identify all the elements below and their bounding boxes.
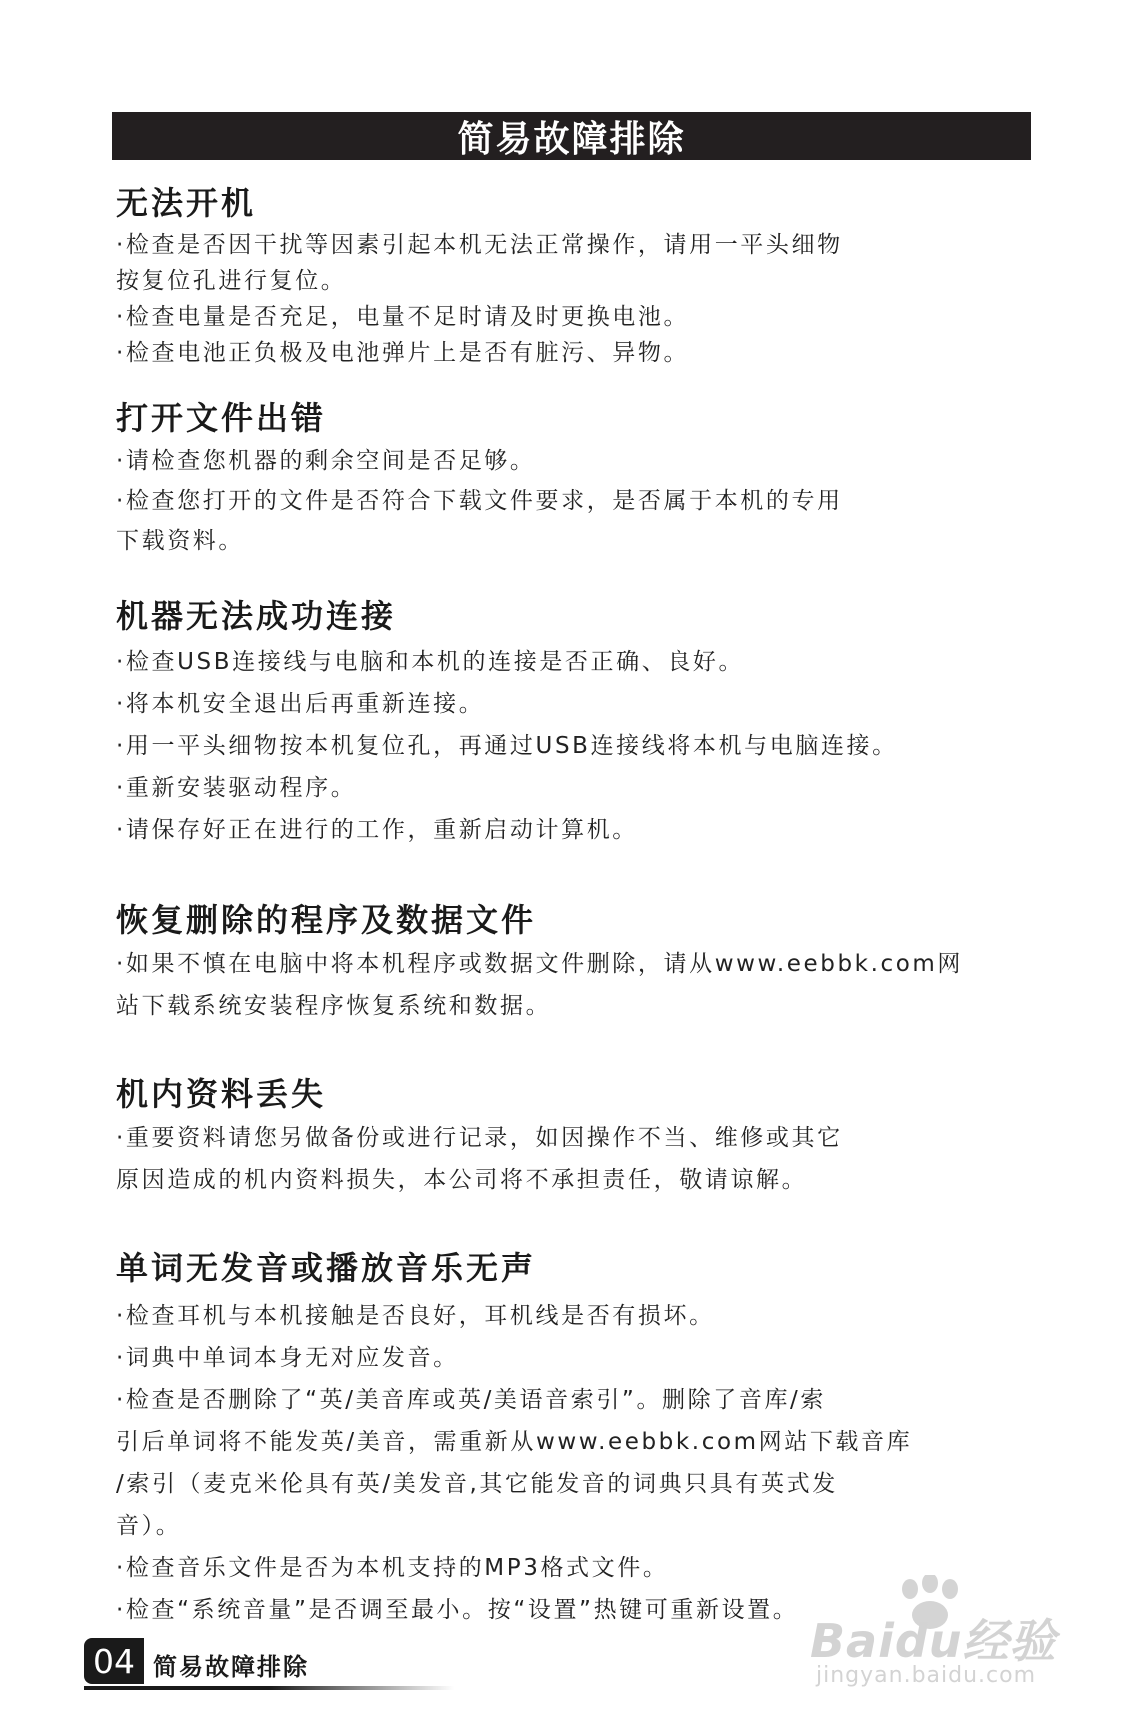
section-line: 原因造成的机内资料损失，本公司将不承担责任，敬请谅解。 (116, 1167, 808, 1193)
section-line: ·用一平头细物按本机复位孔，再通过USB连接线将本机与电脑连接。 (116, 733, 898, 759)
section-line: ·重要资料请您另做备份或进行记录，如因操作不当、维修或其它 (116, 1125, 843, 1151)
footer-rule (84, 1686, 454, 1690)
section-heading-restore-programs: 恢复删除的程序及数据文件 (116, 901, 537, 939)
page-title-bar (112, 112, 1031, 160)
section-line: ·检查是否删除了“英/美音库或英/美语音索引”。删除了音库/索 (116, 1387, 826, 1413)
section-line: ·检查是否因干扰等因素引起本机无法正常操作，请用一平头细物 (116, 232, 843, 258)
section-line: 站下载系统安装程序恢复系统和数据。 (116, 993, 552, 1019)
section-heading-data-loss: 机内资料丢失 (116, 1075, 327, 1113)
section-line: 引后单词将不能发英/美音，需重新从www.eebbk.com网站下载音库 (116, 1429, 913, 1455)
section-line: 音）。 (116, 1513, 182, 1539)
page-number-badge (84, 1638, 144, 1684)
baidu-watermark (810, 1575, 1080, 1695)
section-line: ·词典中单词本身无对应发音。 (116, 1345, 459, 1371)
section-line: ·请检查您机器的剩余空间是否足够。 (116, 448, 536, 474)
page-title: 简易故障排除 (457, 118, 686, 160)
section-line: ·如果不慎在电脑中将本机程序或数据文件删除，请从www.eebbk.com网 (116, 951, 963, 977)
footer-label: 简易故障排除 (153, 1653, 309, 1681)
section-heading-file-open-error: 打开文件出错 (116, 399, 327, 437)
page-number: 04 (93, 1641, 135, 1681)
section-heading-connection-failure: 机器无法成功连接 (116, 597, 397, 635)
section-heading-no-sound: 单词无发音或播放音乐无声 (116, 1249, 537, 1287)
section-line: ·重新安装驱动程序。 (116, 775, 357, 801)
section-line: ·检查电池正负极及电池弹片上是否有脏污、异物。 (116, 340, 690, 366)
section-line: /索引（麦克米伦具有英/美发音,其它能发音的词典只具有英式发 (116, 1471, 838, 1497)
section-line: ·检查音乐文件是否为本机支持的MP3格式文件。 (116, 1555, 669, 1581)
section-line: ·检查您打开的文件是否符合下载文件要求，是否属于本机的专用 (116, 488, 843, 514)
section-line: ·检查“系统音量”是否调至最小。按“设置”热键可重新设置。 (116, 1597, 799, 1623)
section-line: 按复位孔进行复位。 (116, 268, 347, 294)
section-line: ·检查电量是否充足，电量不足时请及时更换电池。 (116, 304, 690, 330)
watermark-brand: Baidu经验 (810, 1614, 1057, 1668)
section-line: ·请保存好正在进行的工作，重新启动计算机。 (116, 817, 638, 843)
section-line: ·将本机安全退出后再重新连接。 (116, 691, 485, 717)
section-line: ·检查USB连接线与电脑和本机的连接是否正确、良好。 (116, 649, 745, 675)
section-line: ·检查耳机与本机接触是否良好，耳机线是否有损坏。 (116, 1303, 715, 1329)
section-heading-cannot-power-on: 无法开机 (116, 184, 257, 222)
section-line: 下载资料。 (116, 528, 244, 554)
watermark-url: jingyan.baidu.com (816, 1663, 1037, 1688)
